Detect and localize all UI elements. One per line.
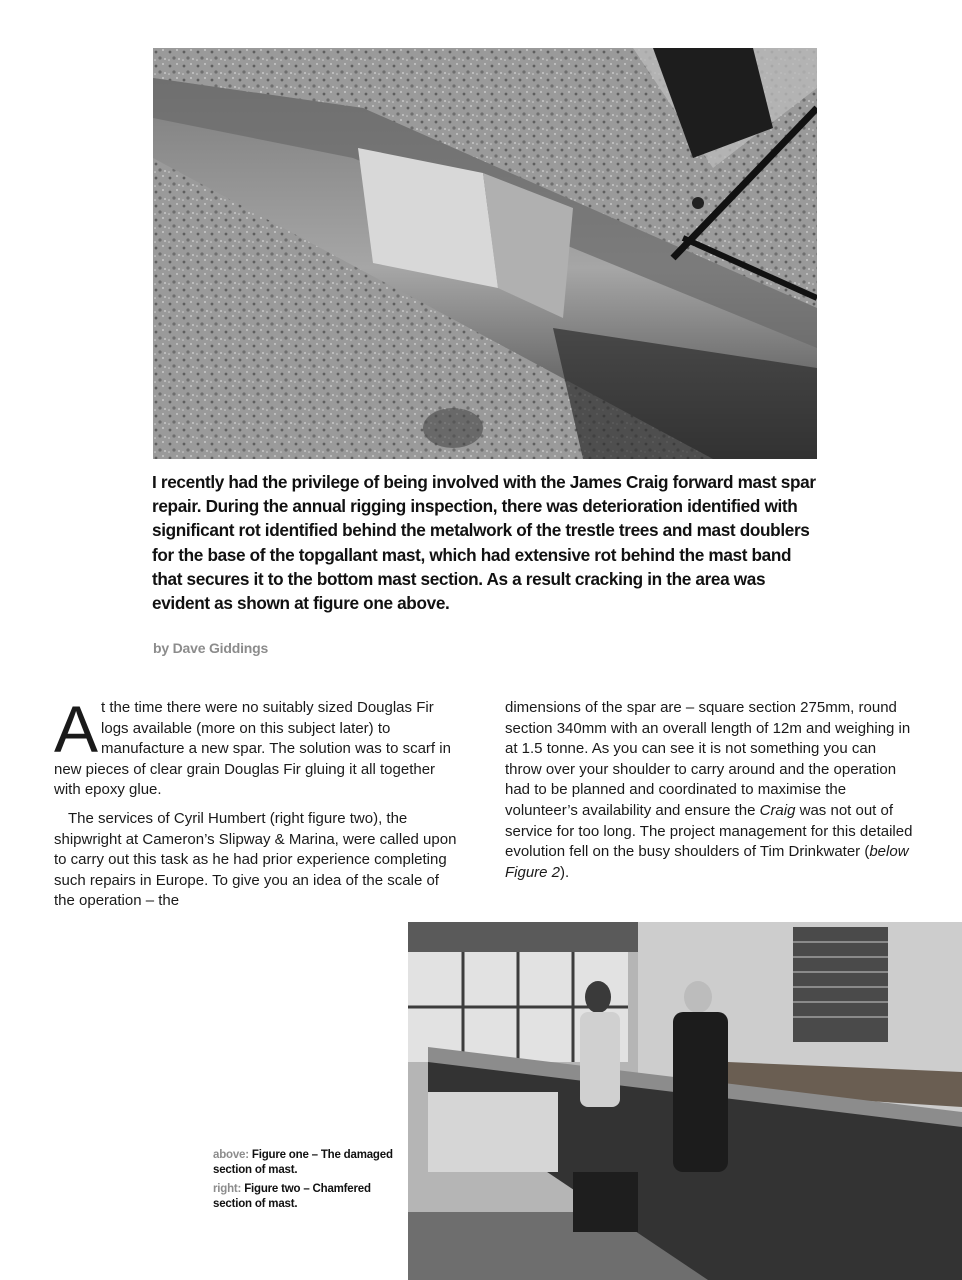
byline: by Dave Giddings xyxy=(153,640,269,656)
paragraph-3-part-a: dimensions of the spar are – square section 275mm, round section 340mm with an overall length of 12m and weighing in at 1.5 tonne. As you can see it is not something you can throw over your shoulder to carry around and the operation had to be planned and coordinated to maximise the volunteer’s availability and ensure the xyxy=(505,699,911,819)
figure-captions xyxy=(213,1148,403,1216)
figure-one-photo xyxy=(153,48,817,459)
drop-cap: A xyxy=(54,692,99,766)
paragraph-3 xyxy=(505,698,915,883)
caption-text: Figure two – Chamfered section of mast. xyxy=(213,1183,371,1210)
intro-paragraph: I recently had the privilege of being involved with the James Craig forward mast spar repair. During the annual rigging inspection, there was deterioration identified with significant rot identified behind the metalwork of the trestle trees and mast doublers for the base of the topgallant mast, which had extensive rot behind the mast band that secures it to the bottom mast section. As a result cracking in the area was evident as shown at figure one above. xyxy=(152,472,816,614)
body-column-left xyxy=(54,692,459,912)
caption-text: Figure one – The damaged section of mast. xyxy=(213,1149,393,1176)
paragraph-3-part-c: ). xyxy=(560,863,570,881)
damaged-mast-illustration xyxy=(153,48,817,459)
paragraph-3-part-b: was not out of service for too long. The project management for this detailed evolution fell on the busy shoulders of Tim Drinkwater ( xyxy=(505,801,913,861)
caption-tag: above: xyxy=(213,1149,249,1161)
figure-two-photo xyxy=(408,922,962,1280)
body-column-right xyxy=(505,698,915,883)
caption-figure-two xyxy=(213,1182,403,1211)
caption-tag: right: xyxy=(213,1183,242,1195)
figure-reference-italic: below Figure 2 xyxy=(505,843,909,881)
paragraph-1 xyxy=(54,692,459,801)
workshop-illustration xyxy=(408,922,962,1280)
paragraph-2: The services of Cyril Humbert (right figure two), the shipwright at Cameron’s Slipway & Marina, were called upon to carry out this task as he had prior experience completing such repairs in Europe. To give you an idea of the scale of the operation – the xyxy=(54,809,457,910)
paragraph-1-text: t the time there were no suitably sized Douglas Fir logs available (more on this subject later) to manufacture a new spar. The solution was to scarf in new pieces of clear grain Douglas Fir gluing it all together with epoxy glue. xyxy=(54,699,451,799)
ship-name-italic: Craig xyxy=(759,801,796,819)
caption-figure-one xyxy=(213,1148,403,1177)
